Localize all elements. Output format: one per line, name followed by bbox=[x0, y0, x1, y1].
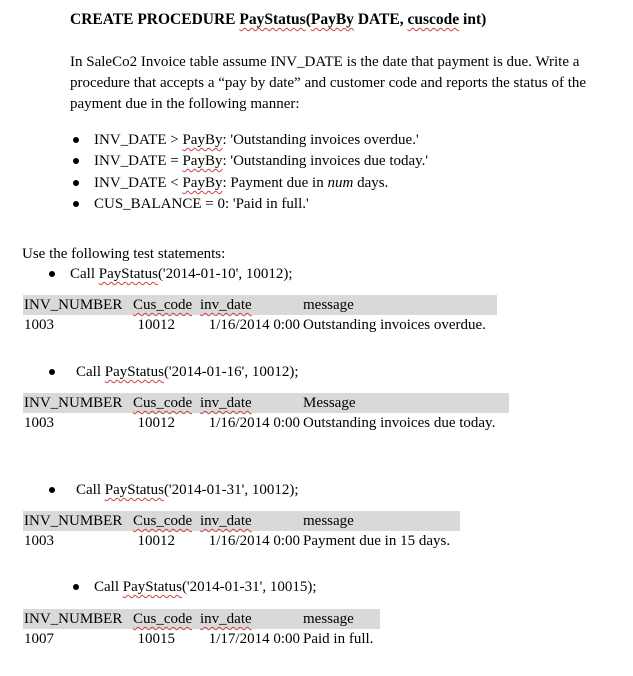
header-inv-date: inv_date bbox=[199, 609, 302, 629]
cell-message: Payment due in 15 days. bbox=[303, 533, 451, 549]
test-call: Call PayStatus('2014-01-31', 10012); bbox=[76, 482, 299, 498]
result-table bbox=[23, 609, 380, 649]
cell-inv-date: 1/17/2014 0:00 bbox=[208, 631, 300, 647]
header-message: Message bbox=[302, 393, 509, 413]
table-row bbox=[23, 413, 509, 433]
cell-inv-number: 1003 bbox=[24, 317, 54, 333]
header-message: message bbox=[302, 295, 497, 315]
cell-inv-date: 1/16/2014 0:00 bbox=[208, 317, 300, 333]
header-cus-code: Cus_code bbox=[132, 393, 199, 413]
header-message: message bbox=[302, 609, 380, 629]
header-message: message bbox=[302, 511, 460, 531]
bullet-icon bbox=[73, 180, 79, 186]
result-table bbox=[23, 393, 509, 433]
header-inv-number: INV_NUMBER bbox=[23, 511, 132, 531]
bullet-icon bbox=[73, 137, 79, 143]
cell-message: Outstanding invoices overdue. bbox=[303, 317, 486, 333]
table-row bbox=[23, 315, 497, 335]
header-inv-date: inv_date bbox=[199, 295, 302, 315]
rule-item: CUS_BALANCE = 0: 'Paid in full.' bbox=[94, 196, 309, 212]
bullet-icon bbox=[73, 584, 79, 590]
cell-inv-number: 1003 bbox=[24, 415, 54, 431]
cell-cus-code: 10012 bbox=[137, 533, 175, 549]
bullet-icon bbox=[49, 271, 55, 277]
cell-inv-date: 1/16/2014 0:00 bbox=[208, 533, 300, 549]
table-row bbox=[23, 531, 460, 551]
rule-item: INV_DATE < PayBy: Payment due in num days. bbox=[94, 175, 389, 191]
cell-cus-code: 10012 bbox=[137, 415, 175, 431]
header-cus-code: Cus_code bbox=[132, 511, 199, 531]
header-cus-code: Cus_code bbox=[132, 609, 199, 629]
cell-inv-date: 1/16/2014 0:00 bbox=[208, 415, 300, 431]
bullet-icon bbox=[73, 158, 79, 164]
header-inv-date: inv_date bbox=[199, 393, 302, 413]
intro-paragraph: In SaleCo2 Invoice table assume INV_DATE is the date that payment is due. Write a procedure that accepts a “pay by date” and customer code and reports the status of the payment due in the following manner: bbox=[70, 54, 587, 112]
header-inv-number: INV_NUMBER bbox=[23, 609, 132, 629]
header-inv-date: inv_date bbox=[199, 511, 302, 531]
cell-message: Outstanding invoices due today. bbox=[303, 415, 496, 431]
test-call: Call PayStatus('2014-01-16', 10012); bbox=[76, 364, 299, 380]
table-header-row bbox=[23, 609, 380, 629]
test-call: Call PayStatus('2014-01-10', 10012); bbox=[70, 266, 293, 282]
bullet-icon bbox=[49, 369, 55, 375]
header-inv-number: INV_NUMBER bbox=[23, 393, 132, 413]
table-row bbox=[23, 629, 380, 649]
rule-item: INV_DATE > PayBy: 'Outstanding invoices overdue.' bbox=[94, 132, 419, 148]
table-header-row bbox=[23, 295, 497, 315]
table-header-row bbox=[23, 393, 509, 413]
cell-inv-number: 1003 bbox=[24, 533, 54, 549]
rule-item: INV_DATE = PayBy: 'Outstanding invoices due today.' bbox=[94, 153, 429, 169]
table-header-row bbox=[23, 511, 460, 531]
result-table bbox=[23, 295, 497, 335]
cell-inv-number: 1007 bbox=[24, 631, 54, 647]
result-table bbox=[23, 511, 460, 551]
cell-message: Paid in full. bbox=[303, 631, 374, 647]
bullet-icon bbox=[49, 487, 55, 493]
header-inv-number: INV_NUMBER bbox=[23, 295, 132, 315]
test-heading: Use the following test statements: bbox=[22, 246, 226, 262]
procedure-title: CREATE PROCEDURE PayStatus(PayBy DATE, cuscode int) bbox=[70, 11, 487, 28]
header-cus-code: Cus_code bbox=[132, 295, 199, 315]
cell-cus-code: 10015 bbox=[137, 631, 175, 647]
cell-cus-code: 10012 bbox=[137, 317, 175, 333]
test-call: Call PayStatus('2014-01-31', 10015); bbox=[94, 579, 317, 595]
bullet-icon bbox=[73, 201, 79, 207]
